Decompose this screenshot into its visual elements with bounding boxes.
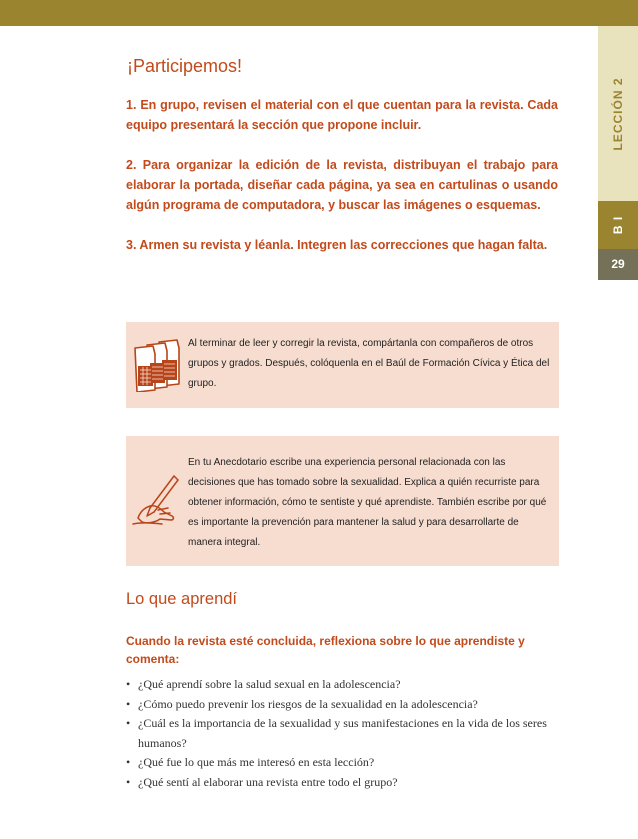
- hand-writing-icon: [130, 472, 184, 526]
- lesson-label: LECCIÓN 2: [611, 77, 625, 151]
- top-color-bar: [0, 0, 638, 26]
- reflection-intro: Cuando la revista esté concluida, reflexiona sobre lo que aprendiste y comenta:: [126, 634, 525, 666]
- block-label: B I: [598, 201, 638, 249]
- page-number: 29: [598, 249, 638, 280]
- note-anecdotario: [126, 436, 559, 566]
- list-item: • ¿Qué fue lo que más me interesó en esta lección?: [126, 753, 562, 773]
- note-anecdotario-text: En tu Anecdotario escribe una experiencia personal relacionada con las decisiones que has tomado sobre la sexualidad. Explica a quién recurriste para obtener información, cómo te sentiste y qué aprendiste. También escribe por qué es importante la prevención para mantener la salud y para desarrollarte de manera integral.: [188, 457, 547, 548]
- list-item: • ¿Qué sentí al elaborar una revista entre todo el grupo?: [126, 773, 562, 793]
- participemos-heading: ¡Participemos!: [127, 56, 243, 76]
- list-item: • ¿Cuál es la importancia de la sexualidad y sus manifestaciones en la vida de los seres humanos?: [126, 714, 562, 753]
- steps-list: [126, 95, 558, 275]
- list-item: • ¿Cómo puedo prevenir los riesgos de la sexualidad en la adolescencia?: [126, 695, 562, 715]
- step-1: 1. En grupo, revisen el material con el que cuentan para la revista. Cada equipo presentará la sección que propone incluir.: [126, 98, 558, 132]
- list-item: • ¿Qué aprendí sobre la salud sexual en la adolescencia?: [126, 675, 562, 695]
- binders-icon: [129, 336, 183, 392]
- lo-que-aprendi-heading: Lo que aprendí: [126, 590, 238, 608]
- step-3: 3. Armen su revista y léanla. Integren las correcciones que hagan falta.: [126, 238, 548, 252]
- questions-list: [126, 675, 562, 793]
- step-2: 2. Para organizar la edición de la revista, distribuyan el trabajo para elaborar la portada, diseñar cada página, ya sea en cartulinas o usando algún programa de computadora, y buscar las imágenes o esquemas.: [126, 158, 558, 212]
- note-share-magazine: [126, 322, 559, 408]
- note-share-text: Al terminar de leer y corregir la revista, compártanla con compañeros de otros grupos y grados. Después, colóquenla en el Baúl de Formación Cívica y Ética del grupo.: [188, 338, 550, 389]
